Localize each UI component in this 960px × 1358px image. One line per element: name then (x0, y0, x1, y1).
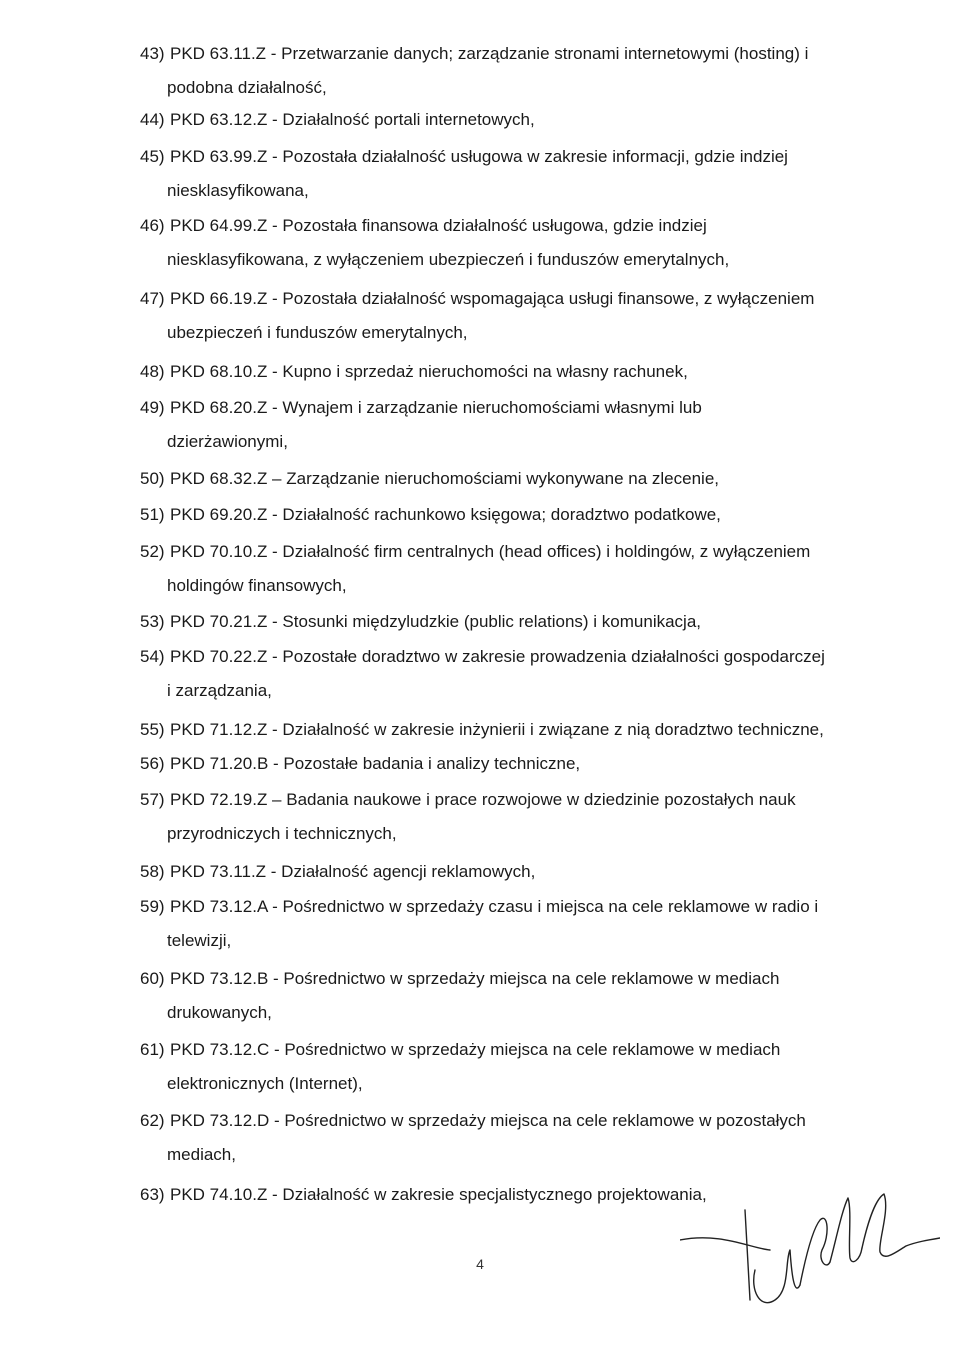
item-text: PKD 72.19.Z – Badania naukowe i prace rozwojowe w dziedzinie pozostałych nauk (170, 790, 796, 809)
list-item (140, 640, 850, 708)
item-text: PKD 64.99.Z - Pozostała finansowa działalność usługowa, gdzie indziej (170, 216, 707, 235)
list-item (140, 605, 850, 639)
item-number: 62) (140, 1111, 165, 1130)
item-text: PKD 68.32.Z – Zarządzanie nieruchomościami wykonywane na zlecenie, (170, 469, 719, 488)
item-text: PKD 71.12.Z - Działalność w zakresie inżynierii i związane z nią doradztwo techniczne, (170, 720, 824, 739)
item-continuation: podobna działalność, (167, 78, 327, 97)
list-item (140, 355, 850, 389)
item-text: PKD 73.12.C - Pośrednictwo w sprzedaży miejsca na cele reklamowe w mediach (170, 1040, 781, 1059)
item-continuation: ubezpieczeń i funduszów emerytalnych, (167, 323, 468, 342)
item-continuation: elektronicznych (Internet), (167, 1074, 363, 1093)
list-item (140, 1104, 850, 1172)
item-text: PKD 73.12.B - Pośrednictwo w sprzedaży miejsca na cele reklamowe w mediach (170, 969, 780, 988)
item-number: 44) (140, 110, 165, 129)
item-text: PKD 73.12.D - Pośrednictwo w sprzedaży miejsca na cele reklamowe w pozostałych (170, 1111, 806, 1130)
item-text: PKD 63.11.Z - Przetwarzanie danych; zarządzanie stronami internetowymi (hosting) i (170, 44, 809, 63)
item-continuation: holdingów finansowych, (167, 576, 347, 595)
item-text: PKD 69.20.Z - Działalność rachunkowo księgowa; doradztwo podatkowe, (170, 505, 721, 524)
list-item (140, 282, 850, 350)
item-number: 46) (140, 216, 165, 235)
item-text: PKD 68.20.Z - Wynajem i zarządzanie nieruchomościami własnymi lub (170, 398, 702, 417)
list-item (140, 783, 850, 851)
list-item (140, 855, 850, 889)
item-number: 45) (140, 147, 165, 166)
item-text: PKD 70.22.Z - Pozostałe doradztwo w zakresie prowadzenia działalności gospodarczej (170, 647, 825, 666)
page-number: 4 (476, 1256, 484, 1272)
item-number: 52) (140, 542, 165, 561)
list-item (140, 37, 850, 105)
item-number: 59) (140, 897, 165, 916)
item-continuation: mediach, (167, 1145, 236, 1164)
item-number: 60) (140, 969, 165, 988)
item-number: 51) (140, 505, 165, 524)
item-continuation: telewizji, (167, 931, 232, 950)
list-item (140, 462, 850, 496)
item-continuation: dzierżawionymi, (167, 432, 288, 451)
item-text: PKD 70.21.Z - Stosunki międzyludzkie (public relations) i komunikacja, (170, 612, 702, 631)
item-text: PKD 74.10.Z - Działalność w zakresie specjalistycznego projektowania, (170, 1185, 707, 1204)
item-number: 61) (140, 1040, 165, 1059)
item-number: 55) (140, 720, 165, 739)
list-item (140, 209, 850, 277)
list-item (140, 747, 850, 781)
item-text: PKD 63.12.Z - Działalność portali internetowych, (170, 110, 535, 129)
item-text: PKD 63.99.Z - Pozostała działalność usługowa w zakresie informacji, gdzie indziej (170, 147, 788, 166)
item-number: 48) (140, 362, 165, 381)
item-number: 47) (140, 289, 165, 308)
item-number: 53) (140, 612, 165, 631)
list-item (140, 103, 850, 137)
list-item (140, 890, 850, 958)
item-text: PKD 73.12.A - Pośrednictwo w sprzedaży czasu i miejsca na cele reklamowe w radio i (170, 897, 819, 916)
item-number: 50) (140, 469, 165, 488)
item-number: 43) (140, 44, 165, 63)
item-number: 58) (140, 862, 165, 881)
item-text: PKD 71.20.B - Pozostałe badania i analizy techniczne, (170, 754, 581, 773)
item-continuation: drukowanych, (167, 1003, 272, 1022)
list-item (140, 1033, 850, 1101)
item-number: 57) (140, 790, 165, 809)
item-continuation: niesklasyfikowana, (167, 181, 309, 200)
item-number: 56) (140, 754, 165, 773)
list-item (140, 713, 850, 747)
item-continuation: przyrodniczych i technicznych, (167, 824, 397, 843)
handwritten-signature (680, 1190, 940, 1320)
list-item (140, 498, 850, 532)
list-item (140, 535, 850, 603)
item-text: PKD 70.10.Z - Działalność firm centralnych (head offices) i holdingów, z wyłączeniem (170, 542, 811, 561)
list-item (140, 962, 850, 1030)
item-number: 54) (140, 647, 165, 666)
item-continuation: i zarządzania, (167, 681, 272, 700)
item-text: PKD 68.10.Z - Kupno i sprzedaż nieruchomości na własny rachunek, (170, 362, 688, 381)
item-number: 63) (140, 1185, 165, 1204)
item-number: 49) (140, 398, 165, 417)
list-item (140, 391, 850, 459)
item-text: PKD 66.19.Z - Pozostała działalność wspomagająca usługi finansowe, z wyłączeniem (170, 289, 815, 308)
item-text: PKD 73.11.Z - Działalność agencji reklamowych, (170, 862, 536, 881)
item-continuation: niesklasyfikowana, z wyłączeniem ubezpieczeń i funduszów emerytalnych, (167, 250, 730, 269)
list-item (140, 140, 850, 208)
